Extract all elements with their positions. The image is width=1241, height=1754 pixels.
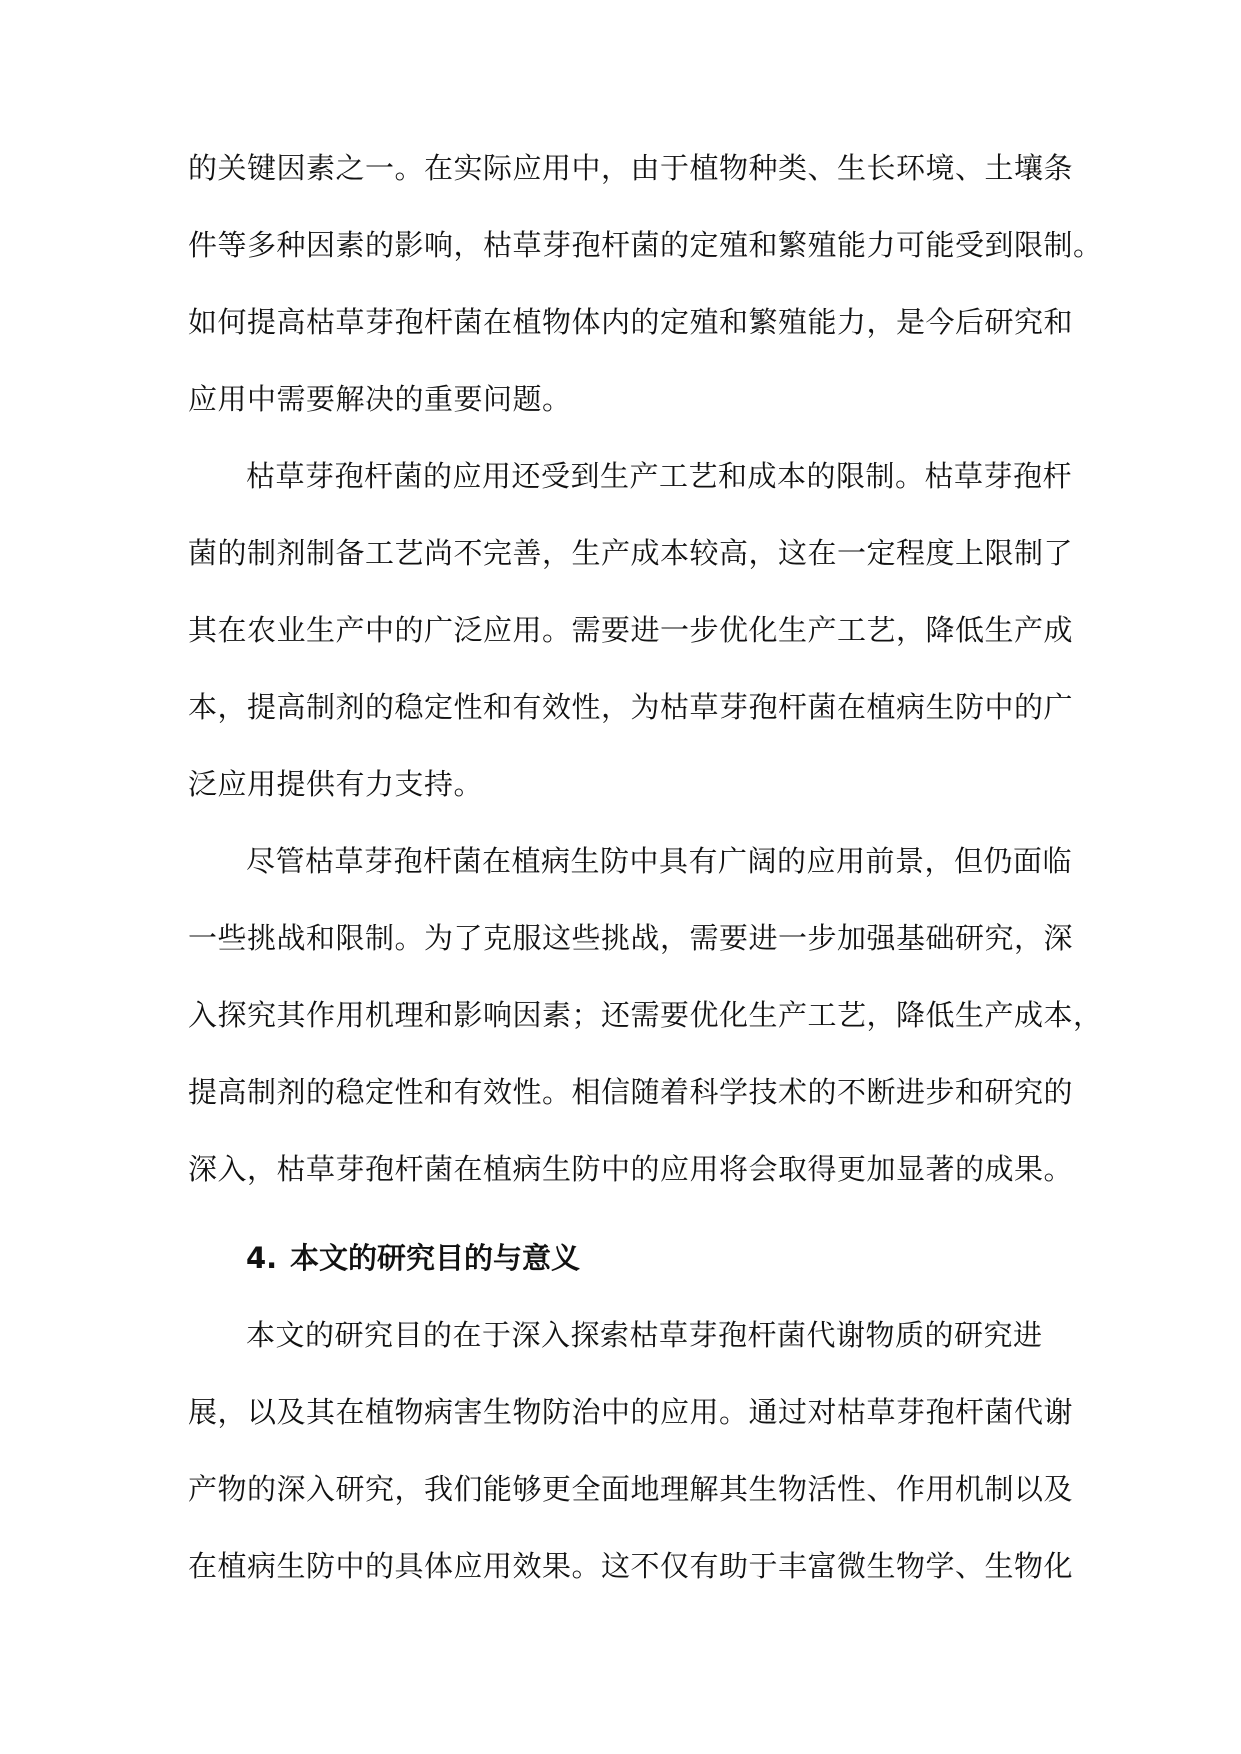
text-line: 展，以及其在植物病害生物防治中的应用。通过对枯草芽孢杆菌代谢 [188, 1395, 1074, 1429]
section-heading [246, 1238, 580, 1278]
text-line: 其在农业生产中的广泛应用。需要进一步优化生产工艺，降低生产成 [188, 613, 1074, 647]
text-line: 在植病生防中的具体应用效果。这不仅有助于丰富微生物学、生物化 [188, 1549, 1074, 1583]
text-line: 件等多种因素的影响，枯草芽孢杆菌的定殖和繁殖能力可能受到限制。 [188, 228, 1103, 262]
section-title: 本文的研究目的与意义 [290, 1241, 581, 1275]
text-line: 本文的研究目的在于深入探索枯草芽孢杆菌代谢物质的研究进 [246, 1318, 1043, 1352]
text-line: 泛应用提供有力支持。 [188, 767, 484, 801]
text-line: 应用中需要解决的重要问题。 [188, 382, 572, 416]
section-number: 4. [246, 1241, 278, 1275]
text-line: 的关键因素之一。在实际应用中，由于植物种类、生长环境、土壤条 [188, 151, 1074, 185]
text-line: 深入，枯草芽孢杆菌在植病生防中的应用将会取得更加显著的成果。 [188, 1152, 1074, 1186]
text-line: 菌的制剂制备工艺尚不完善，生产成本较高，这在一定程度上限制了 [188, 536, 1074, 570]
text-line: 入探究其作用机理和影响因素；还需要优化生产工艺，降低生产成本， [188, 998, 1103, 1032]
text-line: 本，提高制剂的稳定性和有效性，为枯草芽孢杆菌在植病生防中的广 [188, 690, 1074, 724]
text-line: 一些挑战和限制。为了克服这些挑战，需要进一步加强基础研究，深 [188, 921, 1074, 955]
text-line: 枯草芽孢杆菌的应用还受到生产工艺和成本的限制。枯草芽孢杆 [246, 459, 1073, 493]
text-line: 产物的深入研究，我们能够更全面地理解其生物活性、作用机制以及 [188, 1472, 1074, 1506]
text-line: 如何提高枯草芽孢杆菌在植物体内的定殖和繁殖能力，是今后研究和 [188, 305, 1074, 339]
text-line: 尽管枯草芽孢杆菌在植病生防中具有广阔的应用前景，但仍面临 [246, 844, 1073, 878]
text-line: 提高制剂的稳定性和有效性。相信随着科学技术的不断进步和研究的 [188, 1075, 1074, 1109]
